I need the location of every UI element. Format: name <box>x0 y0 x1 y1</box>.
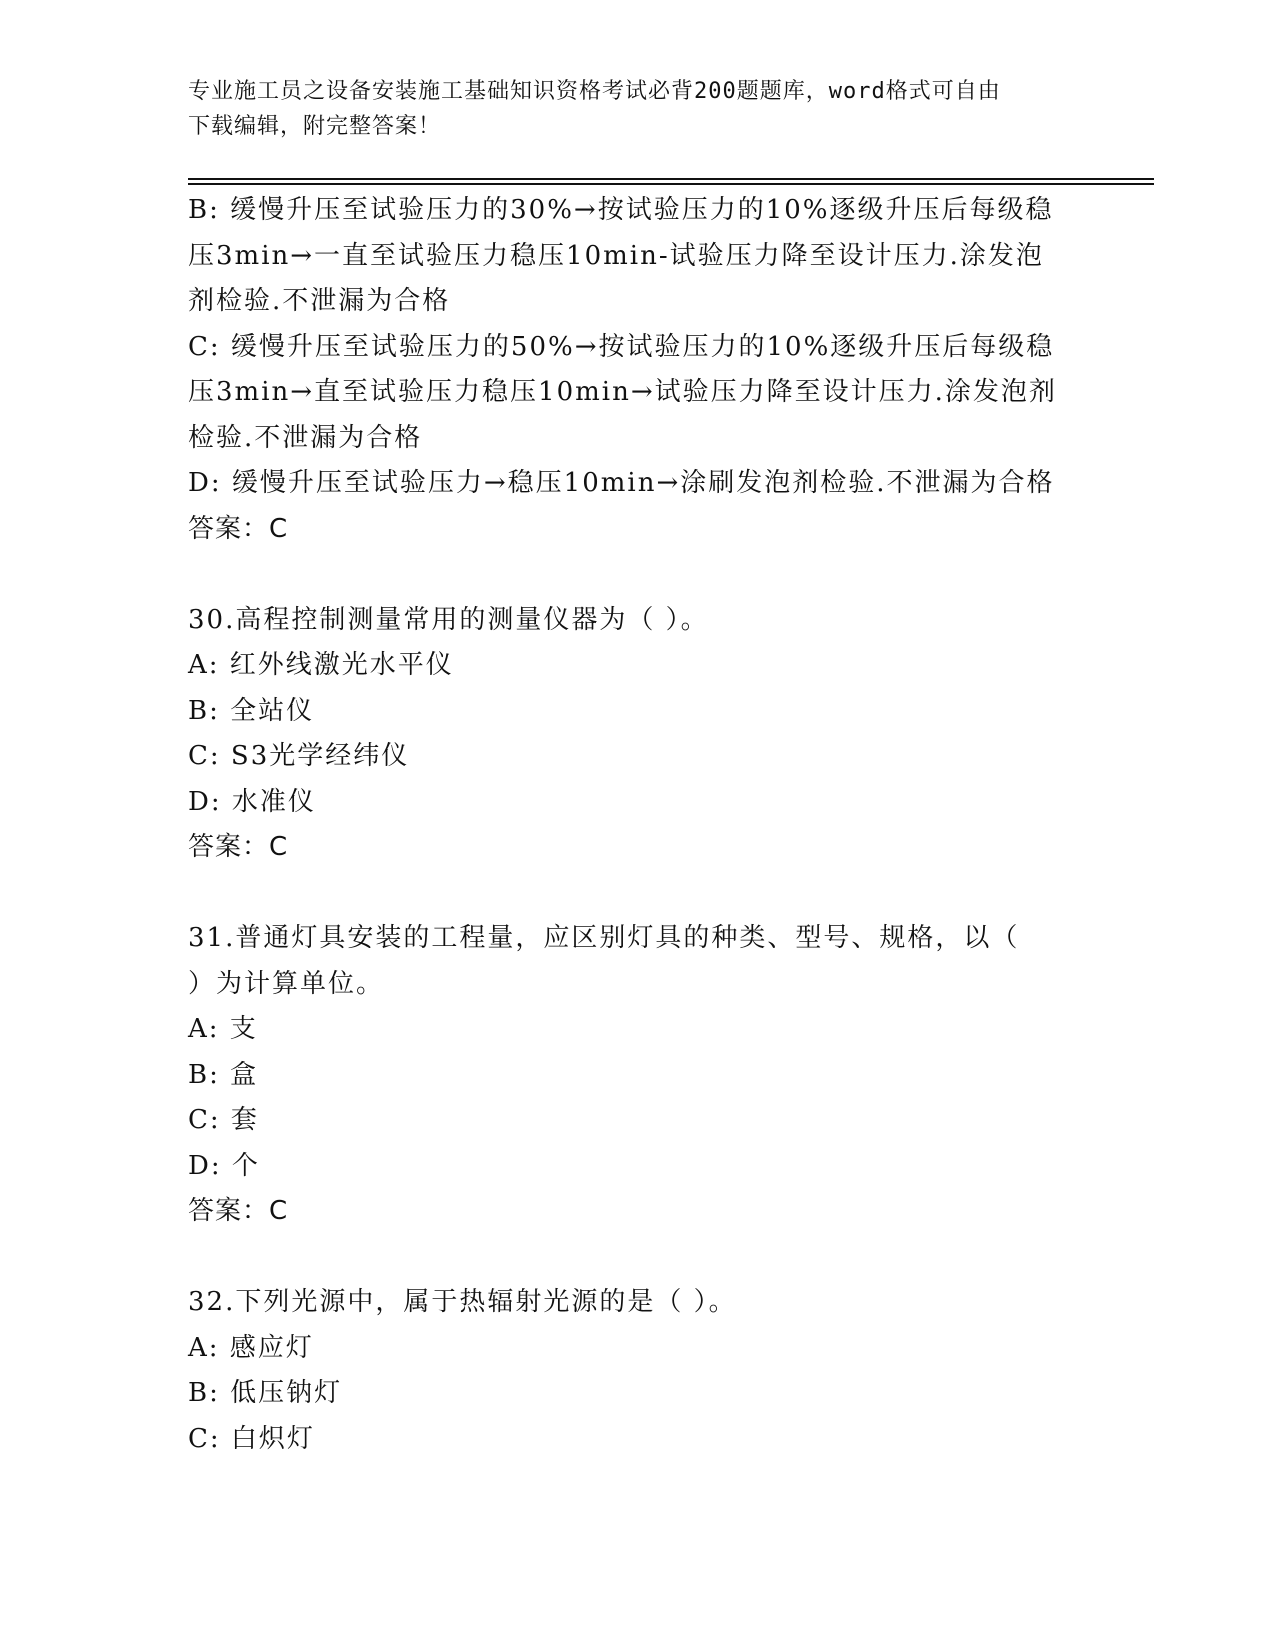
header-divider-bottom <box>188 183 1154 185</box>
question-30-option-c: C: S3光学经纬仪 <box>188 741 410 771</box>
option-b-line-2: 压3min→一直至试验压力稳压10min-试验压力降至设计压力.涂发泡 <box>188 240 1044 271</box>
option-c-line-1: C: 缓慢升压至试验压力的50%→按试验压力的10%逐级升压后每级稳 <box>188 331 1055 362</box>
question-31-option-c: C: 套 <box>188 1105 259 1135</box>
option-c-line-2: 压3min→直至试验压力稳压10min→试验压力降至设计压力.涂发泡剂 <box>188 377 1057 407</box>
option-b-line-3: 剂检验.不泄漏为合格 <box>188 286 451 316</box>
document-header <box>188 74 1068 144</box>
answer-29: 答案：C <box>188 513 289 544</box>
question-32-text: 32.下列光源中，属于热辐射光源的是（ ）。 <box>188 1287 737 1317</box>
question-31-option-a: A: 支 <box>188 1014 258 1044</box>
question-31-option-b: B: 盒 <box>188 1059 259 1090</box>
question-31-option-d: D: 个 <box>188 1150 260 1181</box>
option-d-line-1: D: 缓慢升压至试验压力→稳压10min→涂刷发泡剂检验.不泄漏为合格 <box>188 468 1055 498</box>
header-title-line-2: 下载编辑，附完整答案！ <box>188 114 442 139</box>
question-32 <box>188 1280 1088 1462</box>
question-30-text: 30.高程控制测量常用的测量仪器为（ ）。 <box>188 604 709 635</box>
question-32-option-a: A: 感应灯 <box>188 1332 314 1363</box>
question-30 <box>188 598 1088 871</box>
question-list <box>188 188 1088 1462</box>
question-31-text-line-2: ）为计算单位。 <box>188 968 385 999</box>
question-30-option-b: B: 全站仪 <box>188 695 315 726</box>
option-c-line-3: 检验.不泄漏为合格 <box>188 422 423 453</box>
question-32-option-b: B: 低压钠灯 <box>188 1378 343 1408</box>
question-32-option-c: C: 白炽灯 <box>188 1423 315 1454</box>
question-31-text-line-1: 31.普通灯具安装的工程量，应区别灯具的种类、型号、规格，以（ <box>188 923 1020 953</box>
question-30-option-a: A: 红外线激光水平仪 <box>188 650 454 680</box>
question-29-continued <box>188 188 1088 552</box>
header-title-line-1: 专业施工员之设备安装施工基础知识资格考试必背200题题库，word格式可自由 <box>188 79 1001 104</box>
question-spacer <box>188 871 1088 917</box>
answer-30: 答案：C <box>188 832 289 862</box>
question-30-option-d: D: 水准仪 <box>188 786 316 817</box>
answer-31: 答案：C <box>188 1196 289 1226</box>
question-31 <box>188 916 1088 1235</box>
header-divider-top <box>188 178 1154 180</box>
option-b-line-1: B: 缓慢升压至试验压力的30%→按试验压力的10%逐级升压后每级稳 <box>188 195 1054 225</box>
question-spacer <box>188 552 1088 598</box>
question-spacer <box>188 1235 1088 1281</box>
